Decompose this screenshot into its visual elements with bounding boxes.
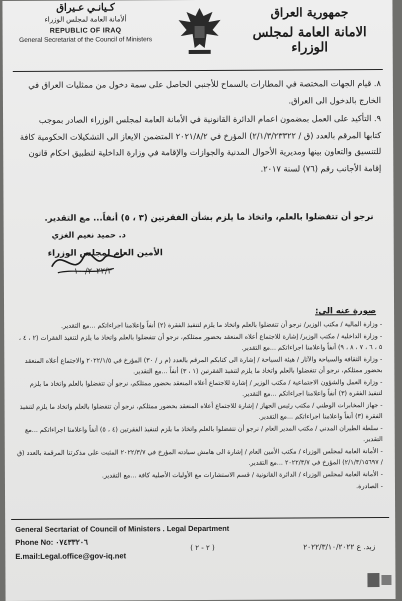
signatory-title: الأمين العام لمجلس الوزراء <box>47 248 163 259</box>
letterhead <box>2 0 392 73</box>
signature-date: ٢٠٢٢/٣/ ١٠ <box>73 266 112 276</box>
signatory-name: د. حميد نعيم الغزي <box>51 230 126 240</box>
letterhead-left-ar-line2: ألأمانة العامة لمجلس الوزراء <box>44 16 127 24</box>
letter-body <box>19 75 382 180</box>
cc-heading: صورة عنه الى: <box>315 305 377 316</box>
iraq-eagle-emblem <box>174 4 224 58</box>
footer-department: General Secrtariat of Council of Ministers . Legal Department <box>15 523 230 534</box>
letterhead-left-ar-line1: كـيانـي عـيراق <box>56 2 115 14</box>
cc-item: - الأمانة العامة لمجلس الوزراء / الدائرة القانونية / قسم الاستشارات مع الأوليات الأصلية كافة ...مع التقدير. <box>15 469 383 482</box>
letterhead-left <box>10 2 160 44</box>
document-page <box>2 0 395 601</box>
letterhead-secretariat-en: General Secretariat of the Council of Ministers <box>19 36 153 44</box>
cc-recipient-list <box>14 319 383 495</box>
closing-line: نرجو أن تتفضلوا بالعلم، واتخاذ ما يلزم بشأن الفقرتين (٣ ، ٥) أنفاً... مع التقدير. <box>44 211 374 223</box>
page-number: ( ٢ - ٢ ) <box>190 543 215 553</box>
cc-item: - وزارة المالية / مكتب الوزير/ نرجو أن تتفضلوا بالعلم واتخاذ ما يلزم لتنفيذ الفقرة (٢) أنفاً وإعلامنا اجراءاتكم ...مع التقدير. <box>14 319 382 332</box>
footer-phone: Phone No: ٠٧٤٣٣٢٠٦ <box>15 537 89 547</box>
cc-item: - وزارة العمل والشؤون الاجتماعية / مكتب الوزير / إشارة للاجتماع أعلاه المنعقد بحضور ممثلكم، نرجو أن تتفضلوا بالعلم واتخاذ ما يلزم لتنفيذ الفقرة (٣) أنفاً واعلامنا اجراءاتكم ...مع التقدير. <box>14 377 382 401</box>
cc-item: - وزارة الثقافة والسياحة والآثار / هيئة السياحة / إشارة الى كتابكم المرقم بالعدد (م ر / ٣٠) المؤرخ في ٢٠٢٢/١/٥ والاجتماع أعلاه المنعقد بحضور ممثلكم، نرجو أن تتفضلوا بالعلم واتخاذ ما يلزم لتنفيذ الفقرتين (١ ، ٣) أنفاً ...مع التقدير. <box>14 354 382 378</box>
letterhead-secretariat-ar: الامانة العامة لمجلس الوزراء <box>252 25 367 56</box>
paragraph-item-9: ٩. التأكيد على العمل بمضمون اعمام الدائرة القانونية في الأمانة العامة لمجلس الوزراء الصادر بموجب كتابها المرقم بالعدد (ق / ٢/١/٣/٢٣٣٢٢) المؤرخ في ٢٠٢١/٨/٢ المتضمن الايعاز الى التشكيلات الحكومية كافة للتنسيق والتعاون بينها ومديرية الأحوال المدنية والجوازات والإقامة في وزارة الداخلية لتطبيق احكام قانون إقامة الأجانب رقم (٧٦) لسنة ٢٠١٧. <box>19 113 382 174</box>
watermark-logo <box>365 569 395 593</box>
letterhead-right <box>234 5 384 56</box>
footer-email: E.mail:Legal.office@gov-iq.net <box>15 551 127 561</box>
cc-item: - وزارة الداخلية / مكتب الوزير/ إشارة للاجتماع أعلاه المنعقد بحضور ممثلكم، نرجو أن تتفضلوا بالعلم واتخاذ ما يلزم لتنفيذ الفقرات (٢ ، ٤ ، ٥ ، ٦ ، ٧ ، ٨ ، ٩) أنفاً واعلامنا اجراءاتكم ...مع التقدير. <box>14 331 382 355</box>
footer-reference: زبد. ع ٢٠٢٢/٣/١٠/٢٠٢٢ <box>303 542 376 552</box>
letterhead-republic-ar: جمهورية العراق <box>270 5 349 20</box>
cc-item: - جهاز المخابرات الوطني / مكتب رئيس الجهاز / إشارة للاجتماع أعلاه المنعقد بحضور ممثلكم، نرجو أن تتفضلوا بالعلم واتخاذ ما يلزم لتنفيذ الفقرة (٣) أنفاً واعلامنا اجراءاتكم ...مع التقدير. <box>15 400 383 424</box>
footer-divider <box>11 517 389 520</box>
paragraph-item-8: ٨. قيام الجهات المختصة في المطارات بالسماح للأجنبي الحاصل على سمة دخول من ممثليات العراق في الخارج بالدخول الى العراق. <box>28 78 381 106</box>
cc-item: - الأمانة العامة لمجلس الوزراء / مكتب الأمين العام / إشارة الى هامش سيادته المؤرخ في ٢٠٢٢/٣/٧ المثبت على مذكرتنا المرقمة بالعدد (ق / ٢/١/٣/١٥٦٩٧) المؤرخ في ٢٠٢٢/٣/٧ ...مع التقدير. <box>15 446 383 470</box>
letterhead-divider <box>13 69 383 72</box>
letterhead-republic-en: REPUBLIC OF IRAQ <box>49 27 122 35</box>
cc-item: - سلطة الطيران المدني / مكتب المدير العام / نرجو أن تتفضلوا بالعلم واتخاذ ما يلزم لتنفيذ الفقرتين (٤ ، ٥) أنفاً واعلامنا اجراءاتكم ...مع التقدير. <box>15 423 383 447</box>
cc-item: - الصادرة. <box>15 481 383 494</box>
